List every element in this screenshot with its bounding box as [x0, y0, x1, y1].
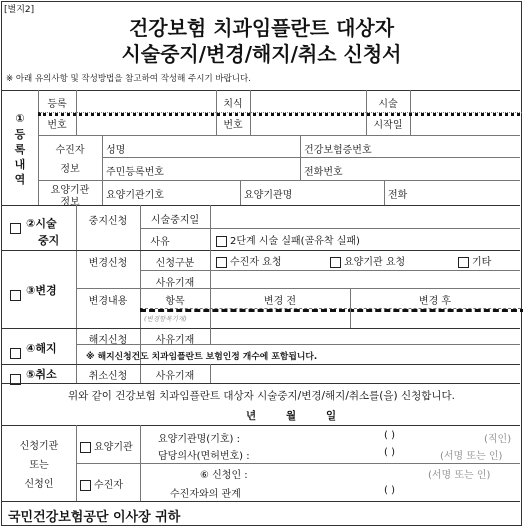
stop-date-field[interactable]	[211, 206, 519, 227]
change-opt-other[interactable]: 기타	[458, 253, 491, 268]
start-date-field[interactable]	[411, 91, 519, 134]
relation-paren[interactable]: ( )	[384, 485, 395, 496]
statement-text: 위와 같이 건강보험 치과임플란트 대상자 시술중지/변경/해지/취소를(을) 신청합니다.	[67, 390, 456, 402]
withdraw-label: ⑤취소	[26, 368, 57, 381]
change-label: ③변경	[26, 284, 57, 297]
change-reason-field[interactable]	[211, 271, 519, 287]
stop-label-line-2: 중지	[38, 234, 60, 247]
start-date-label-2: 시작일	[373, 120, 403, 131]
terminate-label: ④해지	[26, 342, 57, 355]
patient-name-field[interactable]: 성명	[106, 145, 126, 156]
form-tag: [별지2]	[4, 5, 35, 15]
withdraw-checkbox[interactable]	[10, 369, 24, 388]
doctor-license-label: 담당의사(면허번호) :	[158, 451, 250, 462]
change-before-field[interactable]	[211, 309, 349, 327]
insurance-no-field[interactable]: 건강보험증번호	[304, 145, 372, 156]
stop-date-label: 시술중지일	[150, 215, 200, 226]
tooth-no-field[interactable]	[251, 91, 365, 134]
doctor-sign-label: (서명 또는 인)	[440, 451, 503, 462]
terminate-note: ※ 해지신청건도 치과임플란트 보험인정 개수에 포함됩니다.	[86, 352, 318, 362]
tooth-no-label-1: 치식	[223, 99, 243, 110]
change-after-field[interactable]	[351, 309, 519, 327]
section1-number: ①	[15, 112, 25, 125]
change-checkbox[interactable]	[10, 285, 24, 304]
terminate-reason-label: 사유기재	[155, 335, 195, 346]
applicant-label-1: 신청기관	[19, 441, 59, 452]
title-line-2: 시술중지/변경/해지/취소 신청서	[121, 42, 402, 66]
stop-label-line-1: ②시술	[26, 217, 57, 230]
applicant-label-2: 또는	[29, 460, 49, 471]
applicant-sign-label: (서명 또는 인)	[428, 470, 491, 481]
change-before-header: 변경 전	[263, 296, 297, 307]
resident-no-field[interactable]: 주민등록번호	[106, 167, 164, 178]
applicant-name-label: ⑥ 신청인 :	[200, 470, 248, 481]
applicant-patient-option[interactable]: 수진자	[80, 476, 123, 491]
applicant-institution-option[interactable]: 요양기관	[80, 438, 133, 453]
stop-reason-label: 사유	[150, 237, 170, 248]
tooth-no-label-2: 번호	[223, 120, 243, 131]
reg-no-label-2: 번호	[47, 120, 67, 131]
reg-no-field[interactable]	[77, 91, 215, 134]
withdraw-reason-label: 사유기재	[155, 371, 195, 382]
institution-info-label-2: 정보	[60, 197, 80, 208]
change-item-hint: (변경항목기재)	[144, 315, 187, 323]
start-date-label-1: 시술	[378, 99, 398, 110]
stop-reason-option[interactable]: 2단계 시술 실패(골유착 실패)	[216, 232, 360, 247]
change-type-label: 신청구분	[155, 258, 195, 269]
change-content-label: 변경내용	[88, 296, 128, 307]
withdraw-reason-field[interactable]	[211, 365, 519, 382]
institution-code-field[interactable]: 요양기관기호	[106, 190, 164, 201]
section1-label-char-4: 역	[14, 173, 26, 186]
terminate-reason-field[interactable]	[211, 329, 519, 343]
instruction-note: ※ 아래 유의사항 및 작성방법을 참고하여 작성해 주시기 바랍니다.	[6, 74, 251, 84]
institution-name-code-paren[interactable]: ( )	[384, 430, 395, 441]
institution-name-code-label: 요양기관명(기호) :	[158, 434, 240, 445]
stop-request-label: 중지신청	[88, 216, 128, 227]
date-day-label: 일	[326, 410, 337, 422]
change-opt-institution[interactable]: 요양기관 요청	[330, 253, 405, 268]
change-item-header: 항목	[165, 296, 185, 307]
institution-info-label-1: 요양기관	[50, 185, 90, 196]
addressee: 국민건강보험공단 이사장 귀하	[8, 510, 181, 525]
institution-name-field[interactable]: 요양기관명	[244, 190, 293, 201]
section1-label-char-2: 록	[14, 143, 26, 156]
official-seal-label: (직인)	[484, 434, 512, 445]
stop-checkbox[interactable]	[10, 218, 24, 237]
relation-label: 수진자와의 관계	[170, 489, 241, 500]
date-year-label: 년	[246, 410, 257, 422]
doctor-license-paren[interactable]: ( )	[384, 447, 395, 458]
terminate-checkbox[interactable]	[10, 343, 24, 362]
date-month-label: 월	[286, 410, 297, 422]
change-after-header: 변경 후	[418, 296, 452, 307]
section1-label-char-3: 내	[14, 158, 26, 171]
patient-phone-field[interactable]: 전화번호	[304, 167, 343, 178]
terminate-request-label: 해지신청	[88, 335, 128, 346]
reg-no-label-1: 등록	[47, 99, 67, 110]
applicant-label-3: 신청인	[24, 479, 54, 490]
title-line-1: 건강보험 치과임플란트 대상자	[128, 16, 395, 40]
change-reason-label: 사유기재	[155, 278, 195, 289]
institution-phone-field[interactable]: 전화	[388, 190, 408, 201]
patient-info-label-2: 정보	[60, 164, 80, 175]
change-request-label: 변경신청	[88, 258, 128, 269]
patient-info-label-1: 수진자	[55, 145, 85, 156]
withdraw-request-label: 취소신청	[88, 371, 128, 382]
change-opt-patient[interactable]: 수진자 요청	[216, 253, 281, 268]
section1-label-char-1: 등	[14, 128, 26, 141]
